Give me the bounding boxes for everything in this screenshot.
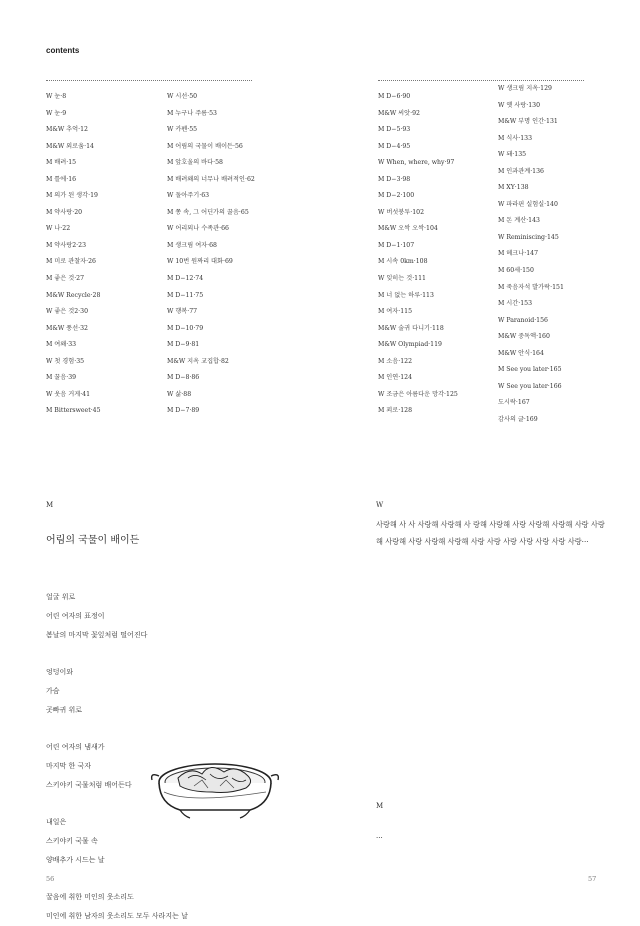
toc-entry: W 행복·77 (167, 308, 198, 316)
toc-entry: W 삶·88 (167, 390, 192, 398)
toc-entry: W 조금은 아름다운 망각·125 (378, 390, 458, 398)
toc-entry: M 꾀로·128 (378, 407, 413, 415)
toc-entry: W 첫 경험·35 (46, 357, 85, 365)
poem-line: 봄날의 마지막 꽃잎처럼 떨어진다 (46, 631, 148, 639)
poem-line: 마지막 한 국자 (46, 762, 92, 770)
stanza-gap (46, 720, 188, 738)
toc-entry: M D−1·107 (378, 241, 415, 249)
toc-entry: M 식사·133 (498, 134, 533, 142)
toc-entry: M 돈 계산·143 (498, 217, 540, 225)
toc-entry: M 너 없는 하루·113 (378, 291, 434, 299)
right-section-label: W (376, 501, 384, 509)
toc-entry: M 배려·15 (46, 159, 77, 167)
toc-entry: W 파라핀 실험실·140 (498, 200, 558, 208)
toc-entry: M&W 풍선·32 (46, 324, 88, 332)
poem-line: 양배추가 시드는 날 (46, 856, 105, 864)
toc-entry: M 약사랑2·23 (46, 241, 87, 249)
toc-entry: W 버섯붕투·102 (378, 208, 425, 216)
hotpot-illustration-icon (150, 752, 280, 822)
toc-entry: M D−7·89 (167, 407, 200, 415)
toc-entry: W 돼·135 (498, 151, 527, 159)
toc-column-1 (46, 89, 101, 420)
toc-entry: W 생크림 지옥·129 (498, 85, 552, 92)
toc-entry: M D−4·95 (378, 142, 411, 150)
toc-entry: M 생크림 여자·68 (167, 241, 217, 249)
toc-entry: W 돌아주기·63 (167, 192, 210, 200)
toc-entry: W 옛 사랑·130 (498, 101, 541, 109)
toc-entry: M XY·138 (498, 184, 529, 192)
toc-entry: M&W Olympiad·119 (378, 341, 442, 349)
page-number-left: 56 (46, 875, 55, 883)
toc-entry: M&W 술귀 다니기·118 (378, 324, 444, 332)
toc-entry: M D−2·100 (378, 192, 415, 200)
toc-entry: M 앞호울의 바다·58 (167, 159, 223, 167)
toc-entry: M 미로 관찰자·26 (46, 258, 96, 266)
toc-entry: W 나·22 (46, 225, 71, 233)
page-number-right: 57 (588, 875, 597, 883)
toc-entry: M&W 지옥 교집합·82 (167, 357, 229, 365)
poem-line: 내일은 (46, 818, 67, 826)
toc-entry: M D−9·81 (167, 341, 200, 349)
toc-entry: M 좋은 것·27 (46, 275, 85, 283)
toc-entry: M 죽음자석 발가락·151 (498, 283, 564, 291)
toc-entry: M&W 씨앗·92 (378, 109, 420, 117)
toc-entry: M 시간·153 (498, 300, 533, 308)
poem-line: 스키야키 국물처럼 배어든다 (46, 781, 132, 789)
toc-entry: M D−6·90 (378, 93, 411, 100)
toc-entry: W See you later·166 (498, 382, 562, 390)
toc-entry: M D−3·98 (378, 175, 411, 183)
toc-entry: M 인과관계·136 (498, 167, 544, 175)
toc-entry: M D−5·93 (378, 126, 411, 134)
stanza-gap (46, 870, 188, 888)
right-bottom-label: M (376, 802, 384, 810)
left-section-label: M (46, 501, 54, 509)
divider-left (46, 80, 252, 81)
toc-entry: W 눈·8 (46, 93, 67, 100)
stanza-gap (46, 645, 188, 663)
toc-entry: 감사의 글·169 (498, 415, 538, 423)
toc-entry: M 헤크나·147 (498, 250, 539, 258)
toc-entry: M 60세·150 (498, 267, 534, 275)
toc-entry: W 어리뫼나 수족관·66 (167, 225, 229, 233)
toc-entry: M&W Recycle·28 (46, 291, 101, 299)
toc-entry: W 카펜·55 (167, 126, 198, 134)
toc-entry: M&W 중독액·160 (498, 333, 550, 341)
toc-entry: M D−8·86 (167, 374, 200, 382)
contents-label: contents (46, 46, 80, 55)
poem-line: 곳빠귀 위로 (46, 706, 83, 714)
right-ellipsis: ··· (376, 834, 383, 842)
toc-entry: W 좋은 것2·30 (46, 308, 89, 316)
toc-entry: M D−11·75 (167, 291, 204, 299)
toc-entry: M 틀에·16 (46, 175, 77, 183)
poem-line: 어린 여자의 표정이 (46, 612, 105, 620)
poem-line: 어린 여자의 냄새가 (46, 743, 105, 751)
toc-entry: W Paranoid·156 (498, 316, 548, 324)
poem-line: 꿀음에 취한 미인의 웃소리도 (46, 893, 134, 901)
toc-entry: M 여왜·33 (46, 341, 77, 349)
toc-entry: M Bittersweet·45 (46, 407, 101, 415)
toc-entry: M&W 부명 인간·131 (498, 118, 558, 126)
right-page-text: 사랑해 사 사 사랑해 사랑해 사 랑해 사랑해 사랑 사랑해 사랑해 사랑 사랑해 사랑해 사랑 사랑해 사랑해 사랑 사랑 사랑 사랑 사랑 사랑 사랑··· (376, 520, 605, 546)
poem-line: 미인에 취한 남자의 웃소리도 모두 사라지는 날 (46, 912, 188, 920)
toc-entry: M&W 외로움·14 (46, 142, 94, 150)
toc-column-2 (167, 89, 255, 420)
toc-column-3 (378, 89, 458, 420)
toc-entry: W 10번 원짜리 대화·69 (167, 258, 233, 266)
poem-line: 가슴 (46, 687, 60, 695)
toc-entry: M&W 안식·164 (498, 349, 544, 357)
toc-entry: M&W 추억·12 (46, 126, 88, 134)
poem-title: 어림의 국물이 배이든 (46, 535, 140, 546)
toc-entry: W 시선·50 (167, 93, 198, 100)
toc-entry: M D−10·79 (167, 324, 204, 332)
toc-entry: M 여자·115 (378, 308, 413, 316)
toc-entry: W When, where, why·97 (378, 159, 455, 167)
toc-entry: M D−12·74 (167, 275, 204, 283)
toc-entry: W 잊히는 것·111 (378, 275, 426, 283)
poem-line: 얼굴 위로 (46, 593, 76, 601)
toc-entry: M 어림의 국물이 배이든·56 (167, 142, 243, 150)
toc-entry: W 웃음 거게·41 (46, 390, 91, 398)
toc-entry: M 배려왜의 너무나 배려적인·62 (167, 175, 255, 183)
toc-entry: M&W 오싹 오싹·104 (378, 225, 438, 233)
toc-entry: M 소음·122 (378, 357, 413, 365)
toc-column-4 (498, 81, 564, 428)
toc-entry: M 약사랑·20 (46, 208, 83, 216)
toc-entry: M 인연·124 (378, 374, 413, 382)
toc-entry: M 누구나 주름·53 (167, 109, 217, 117)
toc-entry: 도시락·167 (498, 399, 530, 407)
toc-entry: W Reminiscing·145 (498, 233, 559, 241)
toc-entry: M 의가 된 생각·19 (46, 192, 98, 200)
toc-entry: M 시속 0km·108 (378, 258, 428, 266)
toc-entry: W 눈·9 (46, 109, 67, 117)
toc-entry: M See you later·165 (498, 366, 562, 374)
poem-line: 스키야키 국물 속 (46, 837, 98, 845)
toc-entry: M 쫑 속, 그 어딘가의 꿀음·65 (167, 208, 249, 216)
toc-entry: M 꿀음·39 (46, 374, 77, 382)
poem-line: 엉덩이와 (46, 668, 74, 676)
